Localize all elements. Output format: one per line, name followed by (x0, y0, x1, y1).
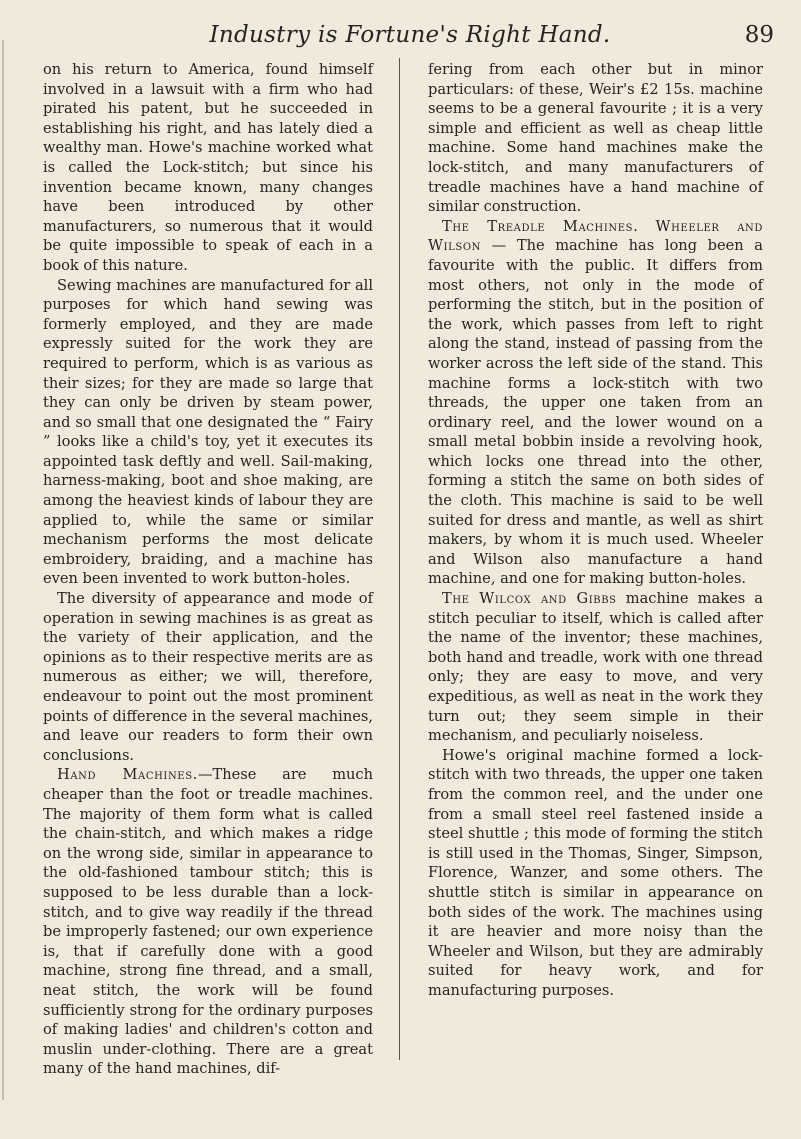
section-heading-wilcox-gibbs: The Wilcox and Gibbs (442, 590, 617, 608)
left-column (43, 60, 373, 1079)
paragraph: fering from each other but in minor particulars: of these, Weir's £2 15s. machine seems to be a general favourite ; it is a very simple and efficient as well as cheap little machine. Some hand machines make the lock-stitch, and many manufacturers of treadle machines have a hand machine of similar construction. (428, 61, 763, 216)
paragraph (428, 217, 763, 589)
paragraph (43, 765, 373, 1079)
paragraph: on his return to America, found himself involved in a lawsuit with a firm who had pirated his patent, but he succeeded in establishing his right, and has lately died a wealthy man. Howe's machine worked what is called the Lock-stitch; but since his invention became known, many changes have been introduced by other manufacturers, so numerous that it would be quite impossible to speak of each in a book of this nature. (43, 61, 373, 274)
page-header (40, 22, 780, 52)
paragraph-text: —These are much cheaper than the foot or treadle machines. The majority of them form what is called the chain-stitch, and which makes a ridge on the wrong side, similar in appearance to the old-fashioned tambour stitch; this is supposed to be less durable than a lock-stitch, and to give way readily if the thread be improperly fastened; our own experience is, that if carefully done with a good machine, strong fine thread, and a small, neat stitch, the work will be found sufficiently strong for the ordinary purposes of making ladies' and children's cotton and muslin under-clothing. There are a great many of the hand machines, dif- (43, 766, 373, 1078)
paragraph-text: — The machine has long been a favourite with the public. It differs from most others, not only in the mode of performing the stitch, but in the position of the work, which passes from left to right along the stand, instead of passing from the worker across the left side of the stand. This machine forms a lock-stitch with two threads, the upper one taken from an ordinary reel, and the lower wound on a small metal bobbin inside a revolving hook, which locks one thread into the other, forming a stitch the same on both sides of the cloth. This machine is said to be well suited for dress and mantle, as well as shirt makers, by whom it is much used. Wheeler and Wilson also manufacture a hand machine, and one for making button-holes. (428, 237, 764, 588)
paragraph (428, 589, 763, 746)
paragraph-text: machine makes a stitch peculiar to itself, which is called after the name of the inventor; these machines, both hand and treadle, work with one thread only; they are easy to move, and very expeditious, as well as neat in the work they turn out; they seem simple in their mechanism, and peculiarly noiseless. (428, 590, 763, 745)
page-edge-shadow (2, 40, 4, 1100)
paragraph: The diversity of appearance and mode of operation in sewing machines is as great as the variety of their application, and the opinions as to their respective merits are as numerous as either; we will, therefore, endeavour to point out the most prominent points of difference in the several machines, and leave our readers to form their own conclusions. (43, 590, 373, 764)
paragraph: Howe's original machine formed a lock-stitch with two threads, the upper one taken from the common reel, and the under one from a small steel reel fastened inside a steel shuttle ; this mode of forming the stitch is still used in the Thomas, Singer, Simpson, Florence, Wanzer, and some others. The shuttle stitch is similar in appearance on both sides of the work. The machines using it are heavier and more noisy than the Wheeler and Wilson, but they are admirably suited for heavy work, and for manufacturing purposes. (428, 746, 763, 999)
section-heading-treadle-machines: The Treadle Machines. (442, 217, 639, 235)
column-divider (399, 58, 400, 1060)
right-column (428, 60, 763, 1001)
paragraph: Sewing machines are manufactured for all purposes for which hand sewing was formerly employed, and they are made expressly suited for the work they are required to perform, which is as various as their sizes; for they are made so large that they can only be driven by steam power, and so small that one designated the “ Fairy ” looks like a child's toy, yet it executes its appointed task deftly and well. Sail-making, harness-making, boot and shoe making, are among the heaviest kinds of labour they are applied to, while the same or similar mechanism performs the most delicate embroidery, braiding, and a machine has even been invented to work button-holes. (43, 276, 373, 588)
section-heading-wheeler-wilson: Wheeler and Wilson (428, 217, 763, 255)
section-heading-hand-machines: Hand Machines. (57, 766, 198, 784)
page-number: 89 (744, 22, 774, 48)
running-title: Industry is Fortune's Right Hand. (209, 22, 611, 48)
